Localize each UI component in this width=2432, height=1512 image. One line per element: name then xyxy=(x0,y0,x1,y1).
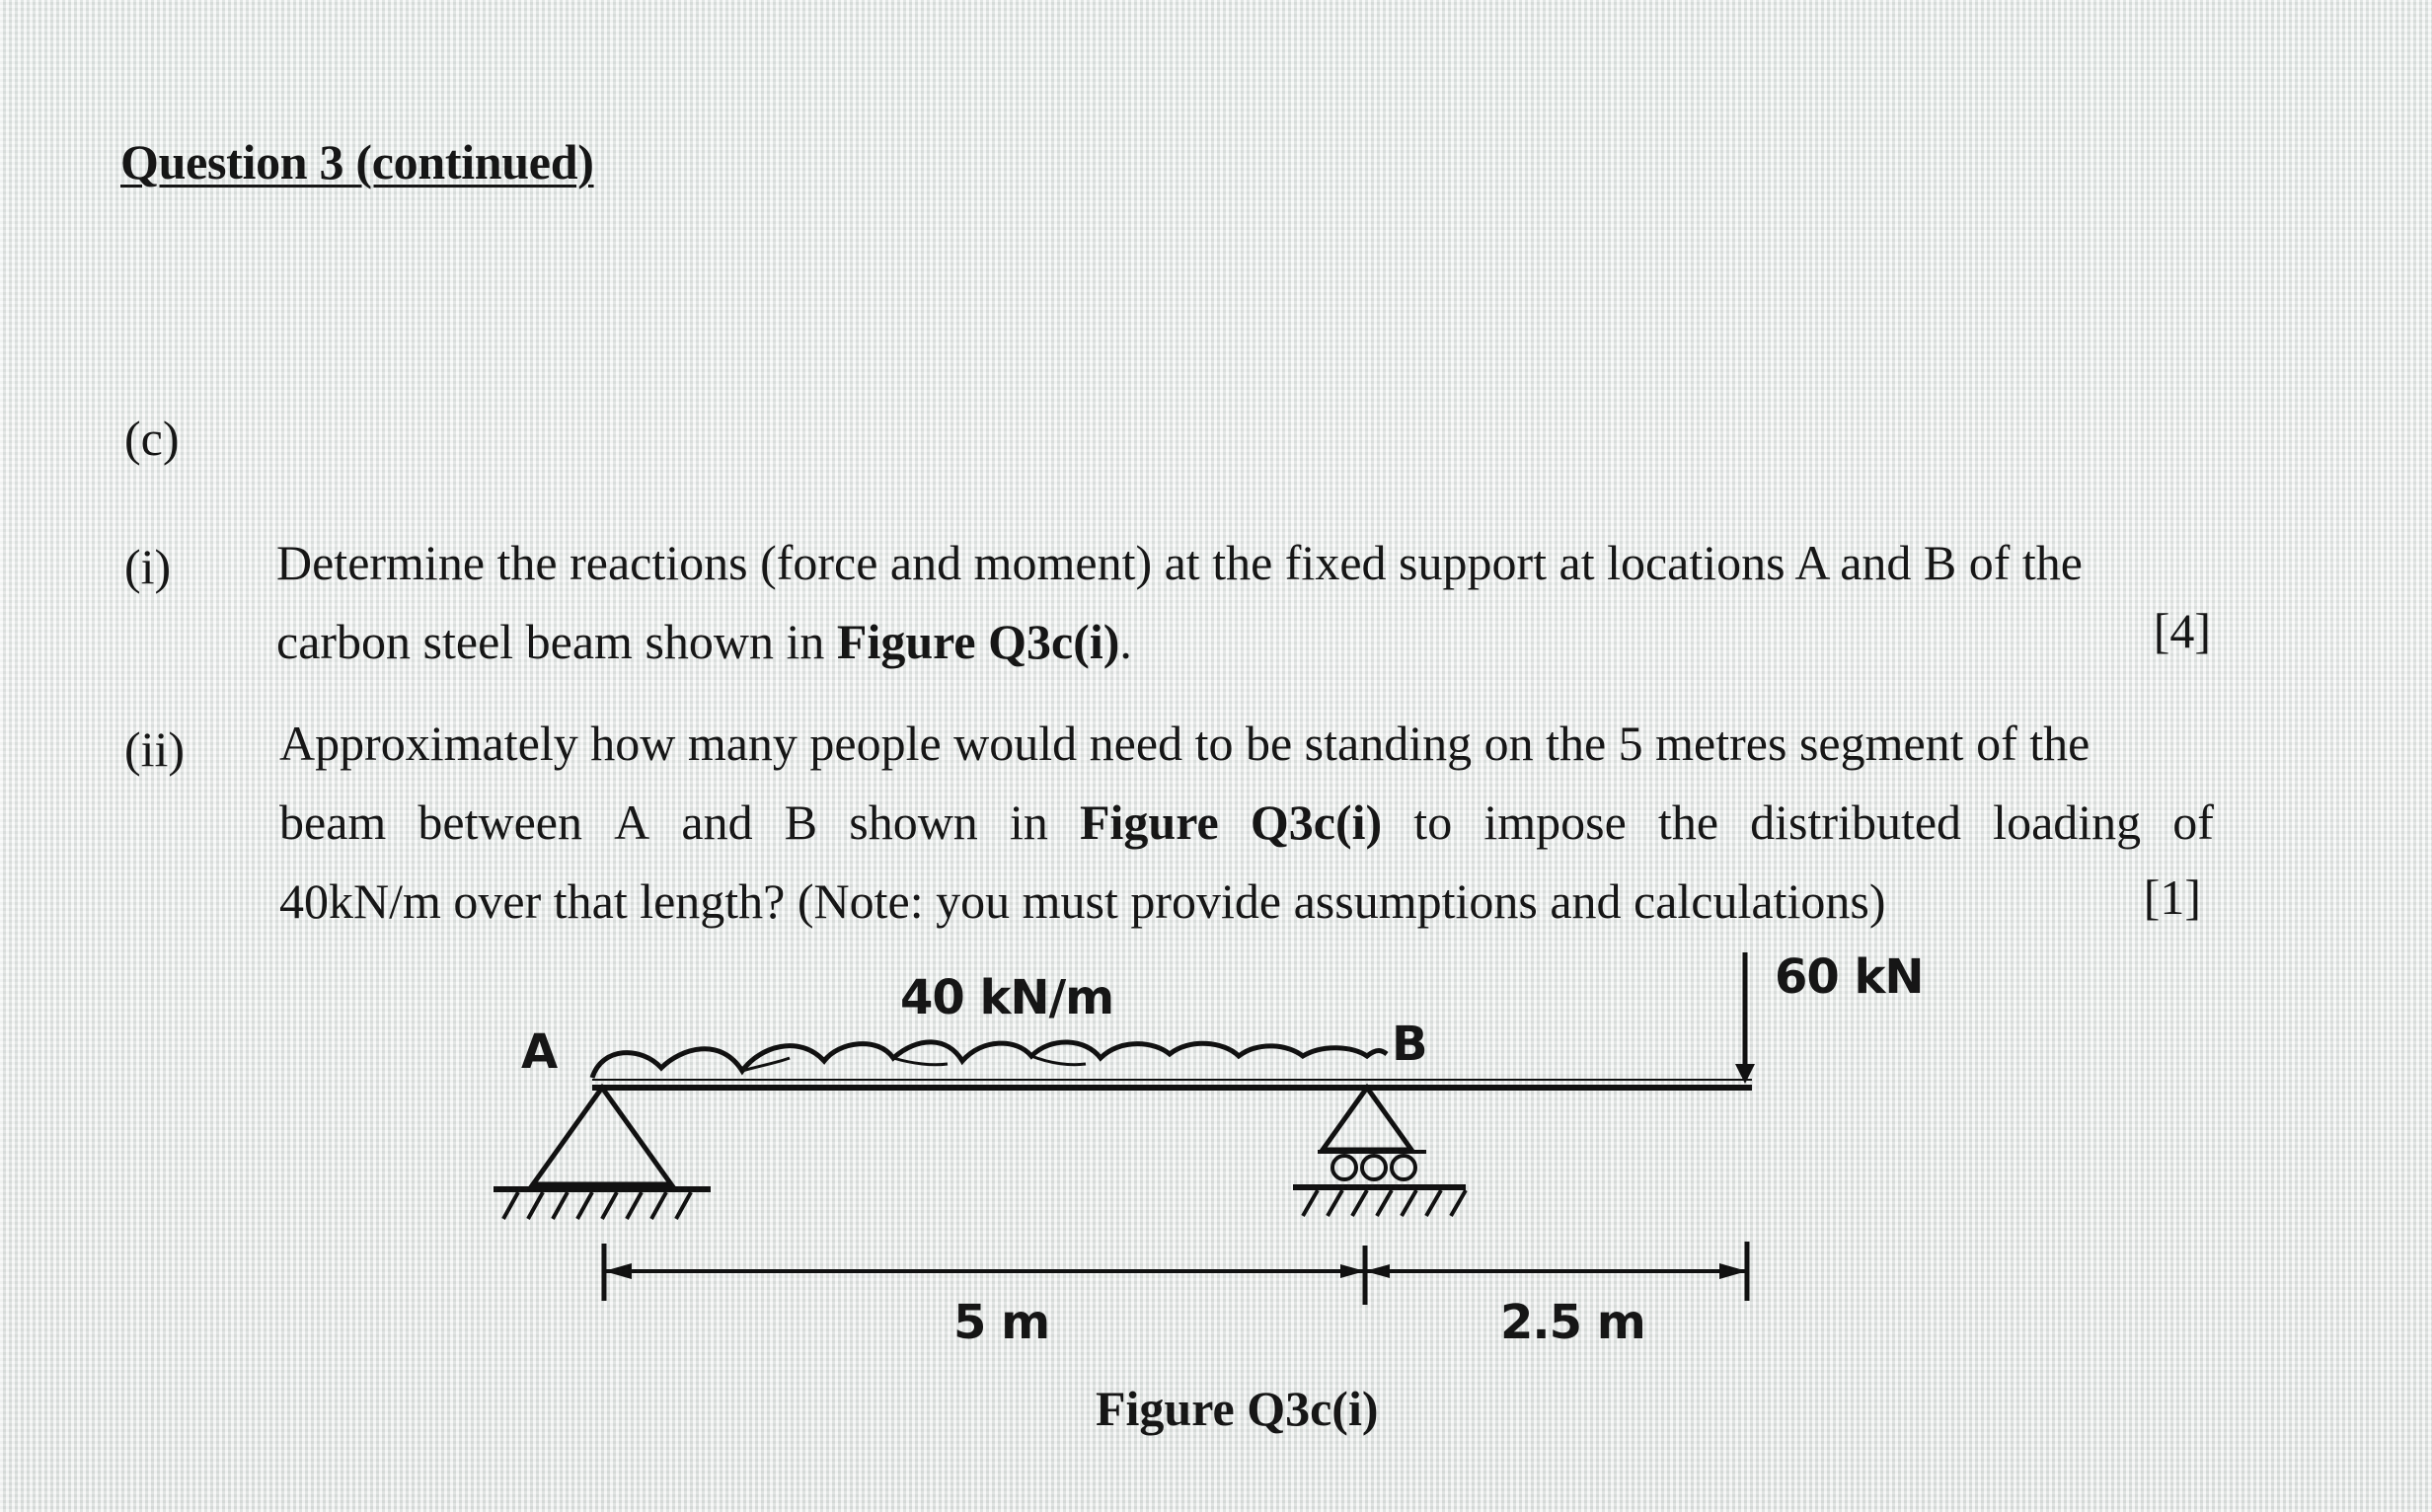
subpart-ii-line2-word: B xyxy=(784,794,818,850)
support-b-label: B xyxy=(1392,1017,1427,1072)
figure-caption: Figure Q3c(i) xyxy=(1096,1381,1379,1436)
support-a-pin xyxy=(494,1088,711,1219)
distributed-load-curve xyxy=(592,1042,1387,1078)
figure-reference: Figure Q3c(i) xyxy=(836,614,1120,669)
subpart-ii-line2-word: loading xyxy=(1993,794,2142,850)
point-load-arrow xyxy=(1735,952,1755,1084)
overhang-label: 2.5 m xyxy=(1500,1295,1645,1350)
subpart-ii-line2-word: shown xyxy=(849,794,978,850)
distributed-load-curve-2 xyxy=(742,1056,1086,1071)
subpart-ii-line2-word: Figure xyxy=(1080,794,1219,850)
subpart-i-line2-pre: carbon steel beam shown in xyxy=(276,614,837,669)
subpart-i-line1: Determine the reactions (force and moment) at the fixed support at locations A and B of the xyxy=(276,535,2083,590)
subpart-ii-line2-word: of xyxy=(2172,794,2214,850)
subpart-ii-line2-word: beam xyxy=(279,794,387,850)
subpart-ii-line2-word: and xyxy=(681,794,753,850)
subpart-ii-line2-word: the xyxy=(1657,794,1719,850)
point-load-label: 60 kN xyxy=(1775,949,1924,1005)
question-title: Question 3 (continued) xyxy=(120,134,594,189)
subpart-ii-marks: [1] xyxy=(2143,869,2201,925)
subpart-i-label: (i) xyxy=(124,539,172,594)
subpart-ii-line2-word: A xyxy=(614,794,650,850)
support-b-roller xyxy=(1293,1088,1466,1216)
subpart-ii-line2-word: in xyxy=(1009,794,1048,850)
subpart-ii-label: (ii) xyxy=(124,721,186,777)
subpart-ii-line3: 40kN/m over that length? (Note: you must provide assumptions and calculations) xyxy=(279,873,1886,929)
span-ab-label: 5 m xyxy=(953,1295,1050,1350)
subpart-ii-line1: Approximately how many people would need to be standing on the 5 metres segment of the xyxy=(279,716,2090,771)
subpart-ii-line2-word: between xyxy=(418,794,582,850)
subpart-ii-line2-word: distributed xyxy=(1750,794,1962,850)
part-label: (c) xyxy=(124,411,180,466)
support-a-label: A xyxy=(521,1024,558,1080)
subpart-i-line2-post: . xyxy=(1119,614,1132,669)
subpart-ii-line2-word: to xyxy=(1413,794,1453,850)
distributed-load-label: 40 kN/m xyxy=(900,970,1114,1025)
subpart-ii-line2-word: impose xyxy=(1483,794,1627,850)
subpart-i-marks: [4] xyxy=(2153,603,2211,658)
subpart-ii-line2-word: Q3c(i) xyxy=(1250,794,1383,850)
